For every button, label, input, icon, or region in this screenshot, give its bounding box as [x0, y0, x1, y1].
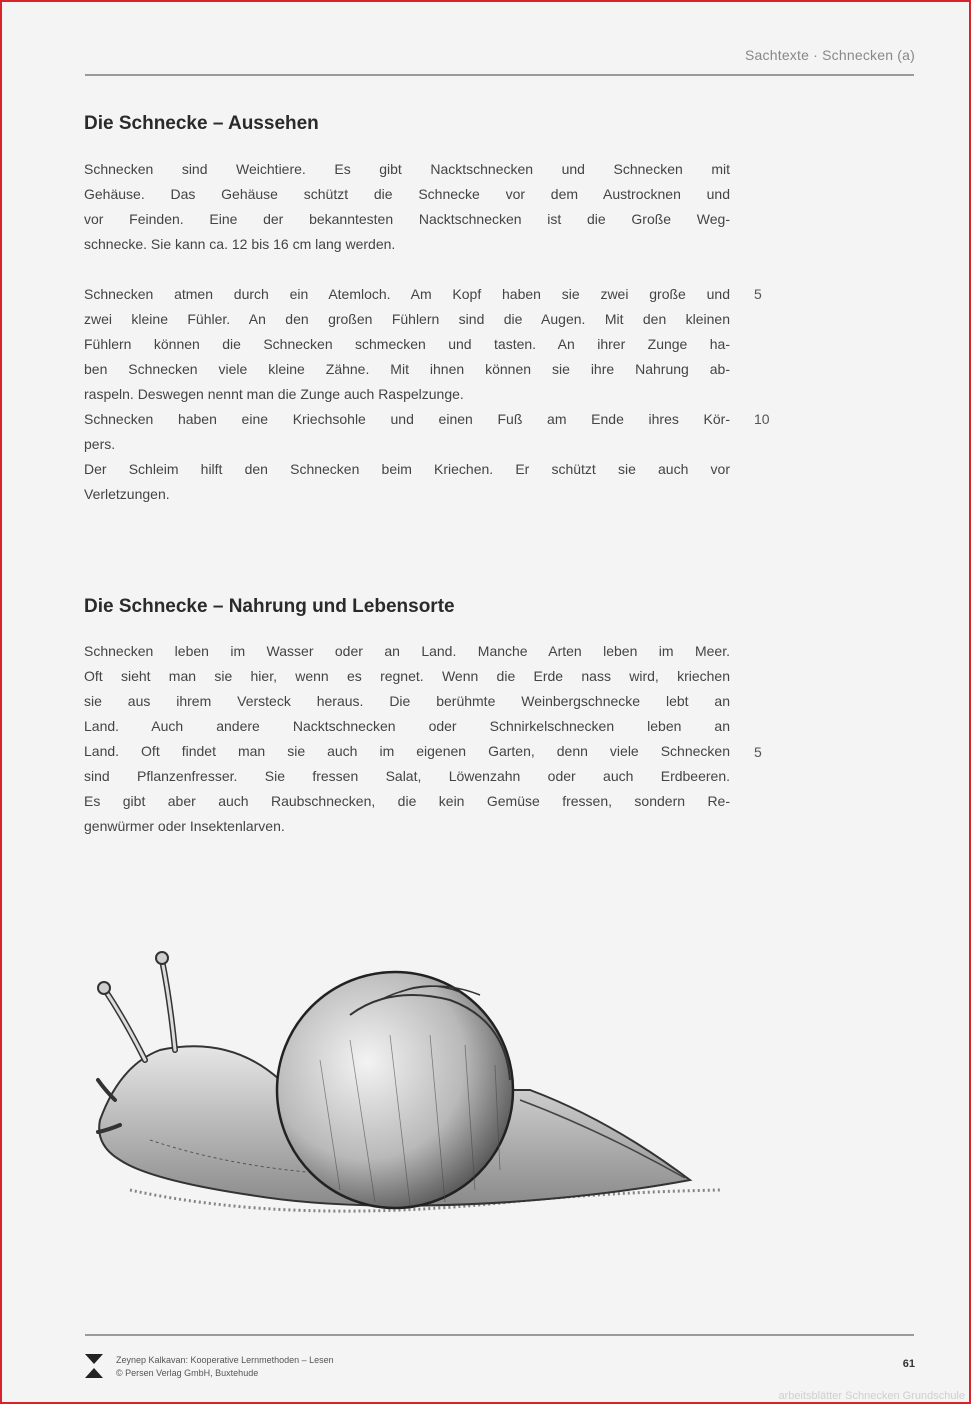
watermark: arbeitsblätter Schnecken Grundschule: [778, 1390, 965, 1402]
paragraph-aussehen-2: [84, 282, 730, 507]
line-number: 10: [754, 411, 770, 427]
section-title-aussehen: Die Schnecke – Aussehen: [84, 113, 319, 134]
paragraph-nahrung: [84, 639, 730, 839]
running-header: Sachtexte · Schnecken (a): [745, 47, 915, 63]
footer-author-line: Zeynep Kalkavan: Kooperative Lernmethoden – Lesen: [116, 1355, 334, 1365]
text-line: ben Schnecken viele kleine Zähne. Mit ihnen können sie ihre Nahrung ab-: [84, 361, 730, 377]
text-line: Schnecken atmen durch ein Atemloch. Am Kopf haben sie zwei große und: [84, 286, 730, 302]
text-line: Schnecken haben eine Kriechsohle und einen Fuß am Ende ihres Kör-: [84, 411, 730, 427]
persen-logo-icon: [84, 1352, 104, 1380]
header-rule: [85, 74, 914, 76]
text-line: Fühlern können die Schnecken schmecken und tasten. An ihrer Zunge ha-: [84, 336, 730, 352]
text-line: Verletzungen.: [84, 486, 170, 502]
footer-rule: [85, 1334, 914, 1336]
page-number: 61: [902, 1358, 915, 1370]
text-line: Land. Oft findet man sie auch im eigenen Garten, denn viele Schnecken: [84, 743, 730, 759]
text-line: Es gibt aber auch Raubschnecken, die kein Gemüse fressen, sondern Re-: [84, 793, 730, 809]
paragraph-aussehen-1: [84, 157, 730, 257]
text-line: genwürmer oder Insektenlarven.: [84, 818, 285, 834]
text-line: schnecke. Sie kann ca. 12 bis 16 cm lang werden.: [84, 236, 396, 252]
section-title-nahrung: Die Schnecke – Nahrung und Lebensorte: [84, 596, 455, 617]
text-line: Schnecken sind Weichtiere. Es gibt Nacktschnecken und Schnecken mit: [84, 161, 730, 177]
text-line: Gehäuse. Das Gehäuse schützt die Schnecke vor dem Austrocknen und: [84, 186, 730, 202]
snail-drawing-icon: [90, 940, 730, 1250]
text-line: zwei kleine Fühler. An den großen Fühlern sind die Augen. Mit den kleinen: [84, 311, 730, 327]
footer-publisher-line: © Persen Verlag GmbH, Buxtehude: [116, 1368, 259, 1378]
line-number: 5: [754, 744, 762, 760]
text-line: sind Pflanzenfresser. Sie fressen Salat, Löwenzahn oder auch Erdbeeren.: [84, 768, 730, 784]
text-line: raspeln. Deswegen nennt man die Zunge auch Raspelzunge.: [84, 386, 464, 402]
text-line: Land. Auch andere Nacktschnecken oder Schnirkelschnecken leben an: [84, 718, 730, 734]
text-line: Oft sieht man sie hier, wenn es regnet. Wenn die Erde nass wird, kriechen: [84, 668, 730, 684]
line-number: 5: [754, 286, 762, 302]
text-line: Schnecken leben im Wasser oder an Land. Manche Arten leben im Meer.: [84, 643, 730, 659]
text-line: sie aus ihrem Versteck heraus. Die berühmte Weinbergschnecke lebt an: [84, 693, 730, 709]
text-line: vor Feinden. Eine der bekanntesten Nacktschnecken ist die Große Weg-: [84, 211, 730, 227]
text-line: Der Schleim hilft den Schnecken beim Kriechen. Er schützt sie auch vor: [84, 461, 730, 477]
text-line: pers.: [84, 436, 116, 452]
